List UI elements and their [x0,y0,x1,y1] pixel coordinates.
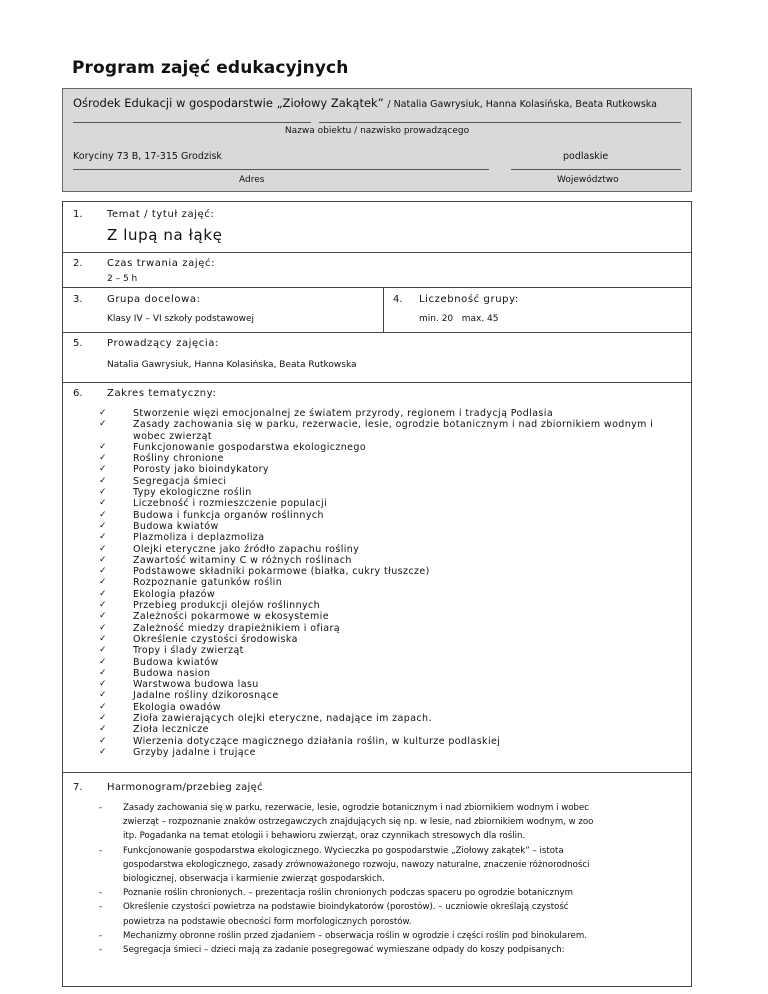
topic-item [99,476,679,487]
topic-item [99,724,679,735]
checkmark-icon: ✓ [99,487,107,498]
section-4-number: 4. [393,294,403,305]
schedule-item-line: itp. Pogadanka na temat etologii i behawioru zwierząt, oraz czynnikach stresowych dla roślin. [123,831,526,842]
topic-item [99,419,679,442]
checkmark-icon: ✓ [99,520,107,531]
center-name: Ośrodek Edukacji w gospodarstwie „Ziołowy Zakątek” [73,96,384,110]
topic-item [99,736,679,747]
schedule-item [99,886,679,900]
checkmark-icon: ✓ [99,588,107,599]
group-size-value: min. 20 max. 45 [419,314,499,324]
section-2-number: 2. [73,258,83,269]
instructors-value: Natalia Gawrysiuk, Hanna Kolasińska, Beata Rutkowska [107,360,357,370]
topic-item-text: Określenie czystości środowiska [133,633,298,645]
topic-item [99,657,679,668]
topic-item-text: Budowa i funkcja organów roślinnych [133,509,324,521]
topic-item-text: Ekologia płazów [133,588,216,600]
topic-item [99,634,679,645]
checkmark-icon: ✓ [99,464,107,475]
duration-label: Czas trwania zajęć: [107,258,216,269]
checkmark-icon: ✓ [99,611,107,622]
checkmark-icon: ✓ [99,419,107,430]
topic-item [99,532,679,543]
checkmark-icon: ✓ [99,656,107,667]
topic-item-text: Typy ekologiczne roślin [133,487,252,499]
topic-item-text: Tropy i ślady zwierząt [133,645,244,657]
topic-item [99,668,679,679]
topic-item-text: Budowa kwiatów [133,520,219,532]
schedule-label: Harmonogram/przebieg zajęć [107,782,263,793]
topic-item-text: Budowa nasion [133,667,211,679]
leaders-inline: / Natalia Gawrysiuk, Hanna Kolasińska, Beata Rutkowska [387,99,657,110]
topic-item-text: Segregacja śmieci [133,475,227,487]
topic-item [99,544,679,555]
dash-bullet-icon: - [99,888,103,899]
topic-item [99,645,679,656]
checkmark-icon: ✓ [99,441,107,452]
topic-item [99,702,679,713]
checkmark-icon: ✓ [99,600,107,611]
topic-item [99,713,679,724]
topic-item-text: Stworzenie więzi emocjonalnej ze światem przyrody, regionem i tradycją Podlasia [133,408,554,419]
name-caption: Nazwa obiektu / nazwisko prowadzącego [284,126,470,136]
topic-item [99,577,679,588]
program-form-table [62,201,692,987]
topic-item [99,747,679,758]
dash-bullet-icon: - [99,930,103,941]
schedule-item-line: Mechanizmy obronne roślin przed zjadaniem – obserwacja roślin w ogrodzie i części roślin pod binokularem. [123,930,587,941]
schedule-item-line: powietrza na podstawie obecności form morfologicznych porostów. [123,916,412,927]
section-6-number: 6. [73,388,83,399]
topic-item [99,521,679,532]
checkmark-icon: ✓ [99,645,107,656]
schedule-item-line: Określenie czystości powietrza na podstawie bioindykatorów (porostów). – uczniowie określają czystość [123,902,569,913]
page-title: Program zajęć edukacyjnych [72,58,349,78]
topic-item [99,442,679,453]
province-value: podlaskie [563,151,609,162]
topic-item-text: Zawartość witaminy C w różnych roślinach [133,554,352,566]
topic-item [99,600,679,611]
topic-item-text: Ekologia owadów [133,701,221,713]
schedule-item-line: Poznanie roślin chronionych. – prezentacja roślin chronionych podczas spaceru po ogrodzie botanicznym [123,888,573,899]
topic-item-text: Jadalne rośliny dzikorosnące [133,690,279,702]
row-divider [63,252,691,253]
province-rule [511,169,681,170]
checkmark-icon: ✓ [99,577,107,588]
topic-item-text: Zasady zachowania się w parku, rezerwacie, lesie, ogrodzie botanicznym i nad zbiornikiem wodnym i wobec zwierząt [133,419,654,442]
topic-item-text: Budowa kwiatów [133,656,219,668]
row-divider [63,287,691,288]
checkmark-icon: ✓ [99,690,107,701]
schedule-item [99,943,679,957]
schedule-item-line: Funkcjonowanie gospodarstwa ekologicznego. Wycieczka po gospodarstwie „Ziołowy zakątek” – istota [123,845,564,856]
topic-item-text: Zależności pokarmowe w ekosystemie [133,611,329,623]
topic-item-text: Olejki eteryczne jako źródło zapachu rośliny [133,543,360,555]
target-group-label: Grupa docelowa: [107,294,201,305]
checkmark-icon: ✓ [99,453,107,464]
topic-item [99,464,679,475]
schedule-item [99,900,679,928]
schedule-item [99,844,679,887]
topic-item-text: Porosty jako bioindykatory [133,464,269,476]
topic-item-text: Zioła lecznicze [133,724,209,736]
target-group-value: Klasy IV – VI szkoły podstawowej [107,314,254,324]
topic-title: Z lupą na łąkę [107,226,223,244]
topic-label: Temat / tytuł zajęć: [107,209,215,220]
checkmark-icon: ✓ [99,475,107,486]
section-5-number: 5. [73,338,83,349]
topic-item [99,487,679,498]
dash-bullet-icon: - [99,945,103,956]
institution-name-line [73,96,657,110]
dash-bullet-icon: - [99,803,103,813]
row-divider [63,332,691,333]
checkmark-icon: ✓ [99,746,107,757]
checkmark-icon: ✓ [99,509,107,520]
institution-header-box [62,88,692,192]
topics-checklist [99,408,679,758]
topic-item [99,589,679,600]
topic-item [99,623,679,634]
topic-item-text: Zioła zawierających olejki eteryczne, nadające im zapach. [133,713,432,725]
province-caption: Województwo [557,175,619,185]
checkmark-icon: ✓ [99,724,107,735]
checkmark-icon: ✓ [99,679,107,690]
row-divider [63,772,691,773]
checkmark-icon: ✓ [99,633,107,644]
instructors-label: Prowadzący zajęcia: [107,338,219,349]
topic-item-text: Warstwowa budowa lasu [133,679,259,691]
duration-value: 2 – 5 h [107,274,138,284]
column-divider [383,287,384,332]
checkmark-icon: ✓ [99,543,107,554]
topic-item [99,498,679,509]
topic-item-text: Liczebność i rozmieszczenie populacji [133,498,328,510]
schedule-item-line: Segregacja śmieci – dzieci mają za zadanie posegregować wymieszane odpady do koszy podpisanych: [123,945,565,956]
section-1-number: 1. [73,209,83,220]
dash-bullet-icon: - [99,902,103,913]
checkmark-icon: ✓ [99,701,107,712]
checkmark-icon: ✓ [99,566,107,577]
address-rule [73,169,489,170]
topic-item-text: Przebieg produkcji olejów roślinnych [133,600,321,612]
schedule-item-line: biologicznej, obserwacja i karmienie zwierząt gospodarskich. [123,874,385,885]
topic-item-text: Podstawowe składniki pokarmowe (białka, cukry tłuszcze) [133,566,430,578]
checkmark-icon: ✓ [99,622,107,633]
topic-item-text: Zależność miedzy drapieżnikiem i ofiarą [133,622,341,634]
checkmark-icon: ✓ [99,532,107,543]
topic-item-text: Rośliny chronione [133,453,224,465]
topic-item [99,690,679,701]
checkmark-icon: ✓ [99,408,107,418]
topic-item [99,611,679,622]
topics-label: Zakres tematyczny: [107,388,217,399]
topic-item [99,679,679,690]
name-rule-left [73,122,311,123]
topic-item-text: Funkcjonowanie gospodarstwa ekologicznego [133,441,367,453]
schedule-list [99,801,679,957]
schedule-item-line: gospodarstwa ekologicznego, zasady zrównoważonego rozwoju, nawozy naturalne, znaczenie różnorodności [123,859,590,870]
topic-item [99,566,679,577]
topic-item-text: Plazmoliza i deplazmoliza [133,532,265,544]
checkmark-icon: ✓ [99,554,107,565]
topic-item [99,453,679,464]
schedule-item-line: Zasady zachowania się w parku, rezerwacie, lesie, ogrodzie botanicznym i nad zbiornikiem wodnym i wobec [123,803,590,813]
checkmark-icon: ✓ [99,667,107,678]
schedule-item-line: zwierząt – rozpoznanie znaków ostrzegawczych znajdujących się np. w lesie, nad zbiornikiem wodnym, w zoo [123,817,594,828]
topic-item [99,510,679,521]
topic-item-text: Rozpoznanie gatunków roślin [133,577,283,589]
checkmark-icon: ✓ [99,735,107,746]
schedule-item [99,801,679,844]
dash-bullet-icon: - [99,845,103,856]
section-3-number: 3. [73,294,83,305]
row-divider [63,382,691,383]
schedule-item [99,929,679,943]
topic-item-text: Wierzenia dotyczące magicznego działania roślin, w kulturze podlaskiej [133,735,501,747]
checkmark-icon: ✓ [99,498,107,509]
topic-item [99,555,679,566]
group-size-label: Liczebność grupy: [419,294,519,305]
name-rule-right [319,122,681,123]
address-value: Koryciny 73 B, 17-315 Grodzisk [73,151,222,162]
topic-item [99,408,679,419]
topic-item-text: Grzyby jadalne i trujące [133,746,256,758]
address-caption: Adres [239,175,265,185]
checkmark-icon: ✓ [99,713,107,724]
section-7-number: 7. [73,782,83,793]
